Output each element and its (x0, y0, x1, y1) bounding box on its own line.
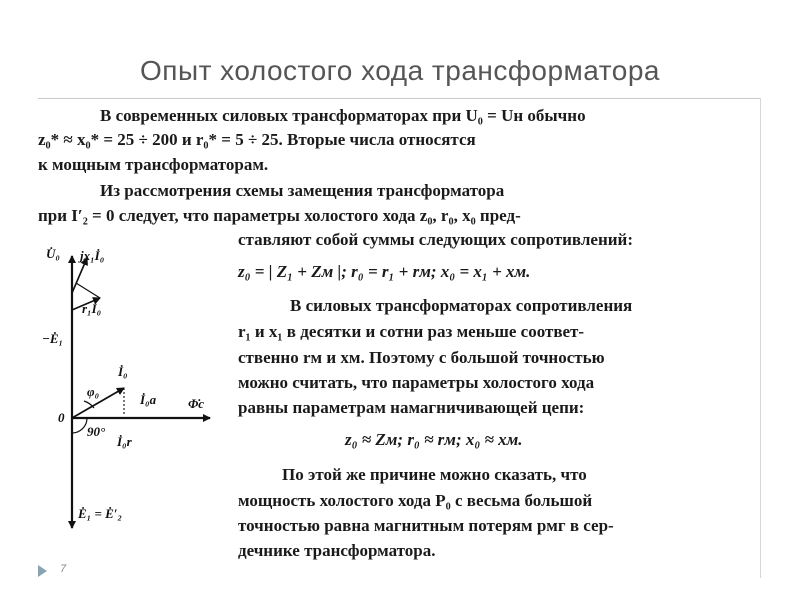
text-line-5: при I′₂ = 0 следует, что параметры холостого хода z₀, r₀, x₀ пред- (38, 206, 521, 225)
r1i0-label: r₁İ₀ (82, 301, 102, 316)
text-line-9: ственно rм и xм. Поэтому с большой точностью (238, 348, 605, 367)
jx1i0-label: jx₁İ₀ (80, 248, 105, 263)
text-line-13: мощность холостого хода P₀ с весьма большой (238, 491, 593, 510)
phi-c-label: Φ̇с (188, 396, 205, 411)
phi0-label: φ₀ (87, 384, 100, 399)
text-line-4: Из рассмотрения схемы замещения трансформатора (100, 181, 505, 200)
i0a-label: İ₀а (140, 392, 157, 407)
i0r-label: İ₀r (117, 434, 132, 449)
phi0-angle-arc (84, 401, 94, 408)
text-line-6: ставляют собой суммы следующих сопротивлений: (238, 230, 634, 249)
title-divider (38, 98, 760, 99)
text-line-12: По этой же причине можно сказать, что (282, 465, 587, 484)
text-line-8: r₁ и x₁ в десятки и сотни раз меньше соответ- (238, 322, 585, 341)
slide-title: Опыт холостого хода трансформатора (140, 55, 660, 86)
jx1i0-phasor-line (72, 258, 87, 293)
text-line-7: В силовых трансформаторах сопротивления (290, 296, 633, 315)
right-border-line (760, 98, 761, 578)
text-line-2: z₀* ≈ x₀* = 25 ÷ 200 и r₀* = 5 ÷ 25. Вторые числа относятся (38, 130, 476, 149)
u0-label: U̇₀ (46, 246, 60, 261)
phasor-diagram (42, 238, 247, 538)
formula-magnetizing-params: z₀ ≈ Zм; r₀ ≈ rм; x₀ ≈ xм. (345, 430, 523, 449)
right-angle-arc (72, 418, 87, 433)
triangle-side-line (76, 283, 100, 298)
origin-label: 0 (58, 410, 65, 425)
page-number: 7 (60, 563, 67, 575)
text-line-3: к мощным трансформаторам. (38, 155, 269, 174)
text-line-11: равны параметрам намагничивающей цепи: (238, 398, 585, 417)
nav-arrow-icon[interactable] (38, 565, 47, 577)
i0-label: İ₀ (118, 364, 128, 379)
e1-e2-label: Ė₁ = Ė′₂ (78, 506, 122, 521)
right-angle-label: 90° (87, 424, 106, 439)
text-line-10: можно считать, что параметры холостого хода (238, 373, 595, 392)
text-line-1: В современных силовых трансформаторах при U₀ = Uн обычно (100, 106, 586, 125)
text-line-14: точностью равна магнитным потерям pмг в сер- (238, 516, 614, 535)
minus-e1-label: −Ė₁ (42, 331, 64, 346)
text-line-15: дечнике трансформатора. (238, 541, 436, 560)
formula-sum-impedances: z₀ = | Z₁ + Zм |; r₀ = r₁ + rм; x₀ = x₁ + xм. (238, 262, 531, 281)
